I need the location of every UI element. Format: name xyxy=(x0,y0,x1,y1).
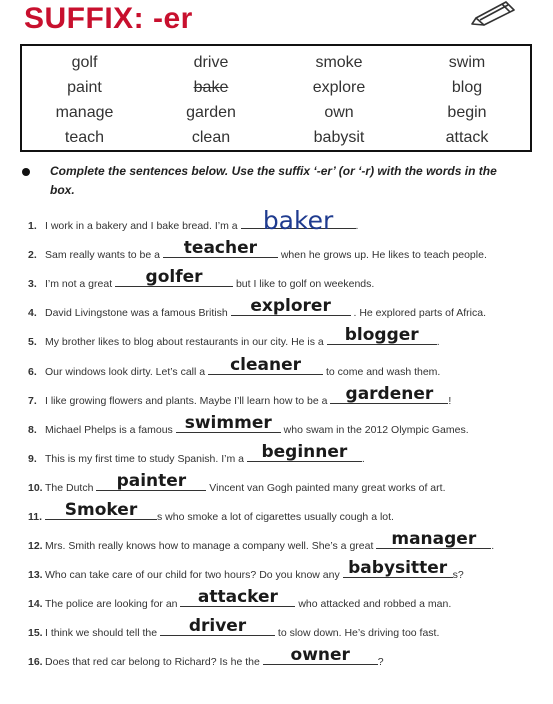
sentence-item xyxy=(28,296,486,321)
answer-blank[interactable] xyxy=(163,238,278,258)
answer-blank[interactable] xyxy=(327,325,437,345)
sentence-text-after: . xyxy=(361,453,365,465)
sentence-text-after: s? xyxy=(452,569,464,581)
answer-blank[interactable] xyxy=(115,267,233,287)
item-number: 4. xyxy=(28,307,37,319)
sentence-text-after: . xyxy=(436,336,440,348)
answer-blank[interactable] xyxy=(231,296,351,316)
word-box-word: garden xyxy=(186,104,236,121)
sentence-text-before: Mrs. Smith really knows how to manage a company well. She’s a great xyxy=(45,540,374,552)
sentence-text-before: I’m not a great xyxy=(45,278,113,290)
sentence-item xyxy=(28,616,440,641)
sentence-item xyxy=(28,529,495,554)
sentence-text-after: . He explored parts of Africa. xyxy=(350,307,486,319)
word-box-word: swim xyxy=(448,54,486,71)
sentence-item xyxy=(28,645,384,670)
handwritten-answer: manager xyxy=(391,529,477,549)
item-number: 13. xyxy=(28,569,43,581)
handwritten-answer: swimmer xyxy=(184,413,272,433)
word-box xyxy=(20,44,532,152)
sentence-text-before: Does that red car belong to Richard? Is he the xyxy=(45,656,260,668)
word-box-word: drive xyxy=(193,54,229,71)
answer-blank[interactable] xyxy=(45,500,157,520)
sentence-text-after: ? xyxy=(377,656,384,668)
word-box-word: paint xyxy=(67,79,102,96)
sentence-text-before: I like growing flowers and plants. Maybe I’ll learn how to be a xyxy=(45,395,328,407)
answer-blank[interactable] xyxy=(176,413,281,433)
sentence-item xyxy=(28,325,440,350)
handwritten-answer: teacher xyxy=(183,238,258,258)
sentence-text-before: This is my first time to study Spanish. I’m a xyxy=(45,453,244,465)
sentence-text-after: who attacked and robbed a man. xyxy=(295,598,452,610)
item-number: 11. xyxy=(28,511,43,523)
answer-blank[interactable] xyxy=(263,645,378,665)
answer-blank[interactable] xyxy=(241,206,356,235)
item-number: 5. xyxy=(28,336,37,348)
handwritten-answer: painter xyxy=(116,471,187,491)
handwritten-answer: Smoker xyxy=(64,500,138,520)
sentence-item xyxy=(28,355,441,380)
item-number: 12. xyxy=(28,540,43,552)
handwritten-answer: gardener xyxy=(345,384,434,404)
answer-blank[interactable] xyxy=(96,471,206,491)
sentence-item xyxy=(28,384,452,409)
word-box-word: begin xyxy=(447,104,487,121)
instructions-text: Complete the sentences below. Use the suffix ‘-er’ (or ‘-r) with the words in the box. xyxy=(50,164,497,197)
sentence-text-after: Vincent van Gogh painted many great works of art. xyxy=(206,482,446,494)
word-box-word: explore xyxy=(312,79,366,96)
sentence-text-after: s who smoke a lot of cigarettes usually cough a lot. xyxy=(157,511,394,523)
sentence-item xyxy=(28,558,464,583)
sentence-text-after: ! xyxy=(448,395,452,407)
sentence-text-before: The Dutch xyxy=(45,482,94,494)
answer-blank[interactable] xyxy=(247,442,362,462)
word-box-word: blog xyxy=(451,79,483,96)
handwritten-answer: golfer xyxy=(145,267,203,287)
sentence-text-before: I think we should tell the xyxy=(45,627,158,639)
sentence-text-before: The police are looking for an xyxy=(45,598,178,610)
word-box-word: golf xyxy=(71,54,98,71)
sentence-item xyxy=(28,500,394,525)
bullet-icon xyxy=(22,168,30,176)
handwritten-answer: baker xyxy=(262,206,334,235)
answer-blank[interactable] xyxy=(376,529,491,549)
sentence-text-after: to slow down. He’s driving too fast. xyxy=(275,627,440,639)
item-number: 15. xyxy=(28,627,43,639)
sentence-text-before: Our windows look dirty. Let’s call a xyxy=(45,366,206,378)
sentence-text-after: . xyxy=(491,540,495,552)
item-number: 10. xyxy=(28,482,43,494)
answer-blank[interactable] xyxy=(180,587,295,607)
sentence-item xyxy=(28,442,365,467)
answer-blank[interactable] xyxy=(343,558,453,578)
handwritten-answer: beginner xyxy=(261,442,348,462)
handwritten-answer: cleaner xyxy=(230,355,301,375)
answer-blank[interactable] xyxy=(330,384,448,404)
sentence-text-before: Sam really wants to be a xyxy=(45,249,160,261)
answer-blank[interactable] xyxy=(160,616,275,636)
sentence-text-before: My brother likes to blog about restaurants in our city. He is a xyxy=(45,336,324,348)
worksheet-title: SUFFIX: -er xyxy=(24,2,193,35)
sentence-item xyxy=(28,267,375,292)
item-number: 2. xyxy=(28,249,37,261)
word-box-word: babysit xyxy=(313,129,365,146)
sentence-text-before: David Livingstone was a famous British xyxy=(45,307,228,319)
item-number: 3. xyxy=(28,278,37,290)
handwritten-answer: attacker xyxy=(197,587,278,607)
sentence-item xyxy=(28,206,359,235)
sentence-text-after: . xyxy=(355,220,359,232)
word-box-word: clean xyxy=(191,129,231,146)
item-number: 1. xyxy=(28,220,37,232)
word-box-word: own xyxy=(324,104,354,121)
sentence-text-before: Michael Phelps is a famous xyxy=(45,424,173,436)
sentence-item xyxy=(28,587,452,612)
item-number: 16. xyxy=(28,656,43,668)
sentence-text-after: when he grows up. He likes to teach people. xyxy=(277,249,487,261)
item-number: 9. xyxy=(28,453,37,465)
item-number: 7. xyxy=(28,395,37,407)
item-number: 14. xyxy=(28,598,43,610)
handwritten-answer: explorer xyxy=(250,296,331,316)
word-box-word: manage xyxy=(55,104,114,121)
sentence-item xyxy=(28,238,487,263)
handwritten-answer: babysitter xyxy=(348,558,448,578)
sentence-item xyxy=(28,413,469,438)
word-grid xyxy=(22,50,530,150)
sentence-text-before: Who can take care of our child for two hours? Do you know any xyxy=(45,569,340,581)
word-box-word: smoke xyxy=(315,54,363,71)
word-box-word: attack xyxy=(445,129,489,146)
sentence-text-after: who swam in the 2012 Olympic Games. xyxy=(280,424,469,436)
item-number: 8. xyxy=(28,424,37,436)
item-number: 6. xyxy=(28,366,37,378)
sentence-item xyxy=(28,471,446,496)
handwritten-answer: owner xyxy=(290,645,350,665)
sentence-text-before: I work in a bakery and I bake bread. I’m a xyxy=(45,220,238,232)
handwritten-answer: driver xyxy=(188,616,247,636)
sentence-text-after: but I like to golf on weekends. xyxy=(233,278,375,290)
answer-blank[interactable] xyxy=(208,355,323,375)
word-box-word: bake xyxy=(193,79,229,96)
handwritten-answer: blogger xyxy=(344,325,419,345)
pencil-icon xyxy=(470,0,520,26)
sentence-text-after: to come and wash them. xyxy=(323,366,441,378)
word-box-word: teach xyxy=(64,129,105,146)
